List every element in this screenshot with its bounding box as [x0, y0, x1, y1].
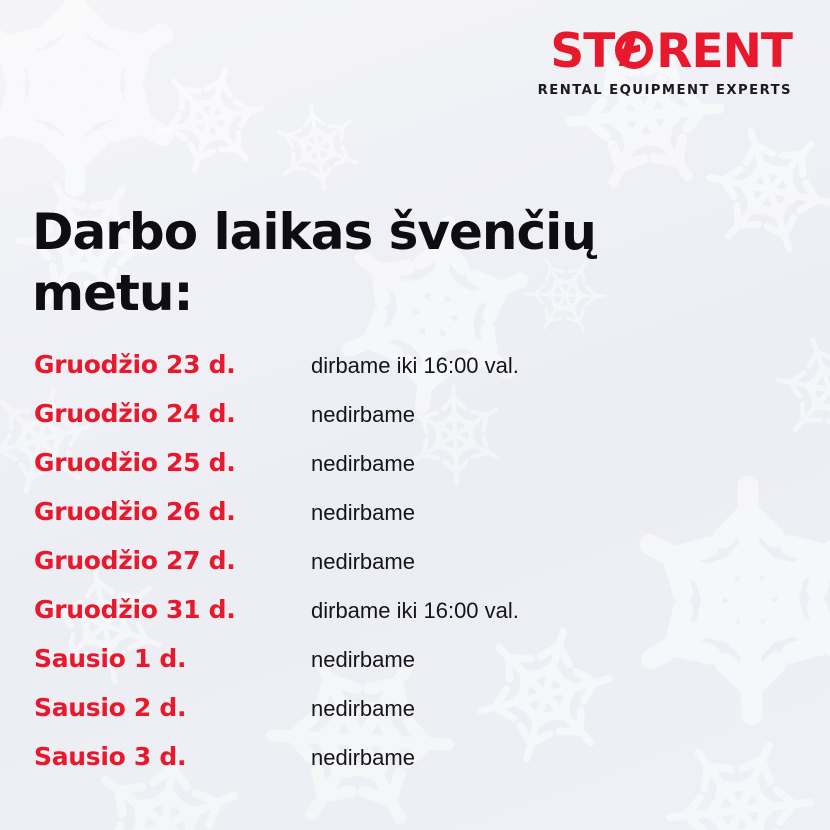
snowflake-icon [700, 120, 830, 260]
schedule-row [34, 595, 774, 644]
logo-tagline: RENTAL EQUIPMENT EXPERTS [537, 83, 792, 98]
logo-text-left: ST [550, 24, 615, 79]
snowflake-icon [270, 100, 365, 195]
snowflake-icon [0, 0, 190, 200]
schedule-status: nedirbame [311, 745, 415, 770]
storent-bolt-circle-icon [612, 29, 658, 75]
schedule-status: nedirbame [311, 647, 415, 672]
schedule-status: nedirbame [311, 696, 415, 721]
schedule-row [34, 644, 774, 693]
logo-wordmark [538, 24, 792, 79]
schedule-date: Gruodžio 25 d. [34, 448, 236, 477]
page-title: Darbo laikas švenčių metu: [32, 202, 596, 322]
storent-logo [537, 24, 792, 98]
schedule-date: Gruodžio 24 d. [34, 399, 236, 428]
schedule-status: nedirbame [311, 500, 415, 525]
schedule-status: nedirbame [311, 402, 415, 427]
schedule-date: Sausio 3 d. [34, 742, 187, 771]
schedule-row [34, 742, 774, 791]
schedule-status: dirbame iki 16:00 val. [311, 598, 519, 623]
schedule-date: Sausio 2 d. [34, 693, 187, 722]
logo-text-right: RENT [656, 24, 792, 79]
schedule-status: nedirbame [311, 451, 415, 476]
snowflake-icon [770, 330, 830, 450]
schedule-date: Gruodžio 31 d. [34, 595, 236, 624]
schedule-date: Gruodžio 26 d. [34, 497, 236, 526]
schedule-status: nedirbame [311, 549, 415, 574]
schedule-row [34, 448, 774, 497]
schedule-row [34, 497, 774, 546]
schedule-date: Sausio 1 d. [34, 644, 187, 673]
schedule-row [34, 546, 774, 595]
schedule-row [34, 693, 774, 742]
schedule-status: dirbame iki 16:00 val. [311, 353, 519, 378]
schedule-row [34, 350, 774, 399]
schedule-list [34, 350, 774, 791]
schedule-row [34, 399, 774, 448]
schedule-date: Gruodžio 23 d. [34, 350, 236, 379]
snowflake-icon [150, 60, 270, 180]
schedule-date: Gruodžio 27 d. [34, 546, 236, 575]
